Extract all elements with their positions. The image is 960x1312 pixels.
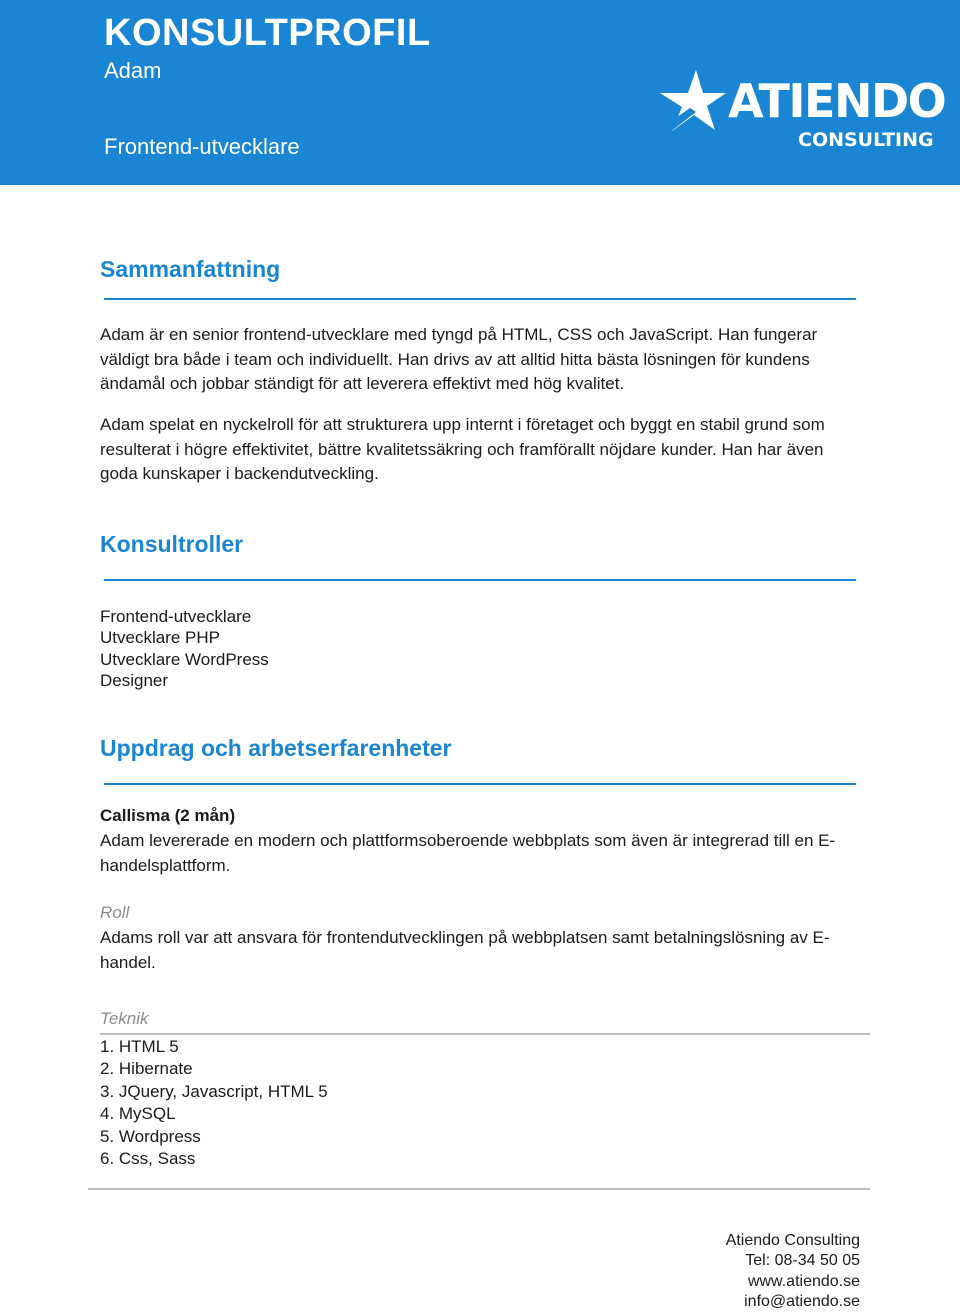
document-title: KONSULTPROFIL (104, 12, 431, 54)
footer-email: info@atiendo.se (744, 1292, 860, 1310)
role-item: Utvecklare WordPress (100, 649, 269, 669)
footer-website: www.atiendo.se (747, 1272, 860, 1290)
role-item: Designer (100, 670, 169, 690)
tech-item: 2. Hibernate (100, 1059, 193, 1079)
roles-heading: Konsultroller (100, 531, 244, 557)
tech-item: 4. MySQL (100, 1104, 176, 1124)
tech-item: 3. JQuery, Javascript, HTML 5 (100, 1081, 328, 1101)
role-label: Roll (100, 903, 130, 922)
consultant-name: Adam (104, 58, 162, 83)
footer-company: Atiendo Consulting (725, 1232, 860, 1249)
summary-paragraph-1: Adam är en senior frontend-utvecklare med tyngd på HTML, CSS och JavaScript. Han fungerar väldigt bra både i team och individuellt. Han drivs av att alltid hitta bästa lösningen för kundens ändamål och jobbar ständigt för att leverera effektivt med hög kvalitet. (100, 325, 818, 393)
footer-phone: Tel: 08-34 50 05 (745, 1252, 860, 1270)
tech-item: 5. Wordpress (100, 1126, 201, 1146)
logo-wordmark: ATIENDO (728, 74, 946, 128)
company-logo (660, 66, 946, 156)
logo-subtitle: CONSULTING (798, 129, 934, 151)
summary-divider (104, 298, 856, 300)
assignment-description: Adam levererade en modern och plattformsoberoende webbplats som även är integrerad till en E-handelsplattform. (100, 831, 836, 875)
summary-paragraph-2: Adam spelat en nyckelroll för att strukturera upp internt i företaget och byggt en stabil grund som resulterat i högre effektivitet, bättre kvalitetssäkring och framförallt nöjdare kunder. Han har även goda kunskaper i backendutveckling. (100, 415, 825, 483)
tech-list (100, 1036, 328, 1170)
role-item: Utvecklare PHP (100, 628, 220, 648)
role-item: Frontend-utvecklare (100, 607, 252, 626)
footer-contact (726, 1231, 860, 1312)
tech-item: 1. HTML 5 (100, 1037, 179, 1056)
summary-heading: Sammanfattning (100, 256, 281, 282)
consultant-role: Frontend-utvecklare (104, 134, 300, 159)
roles-list (100, 606, 269, 691)
roles-divider (104, 579, 856, 581)
header-banner (0, 0, 960, 185)
assignment-client: Callisma (2 mån) (100, 806, 236, 825)
assignment-role-text: Adams roll var att ansvara för frontendutvecklingen på webbplatsen samt betalningslösning av E-handel. (100, 928, 830, 972)
footer-divider (88, 1188, 870, 1190)
tech-item: 6. Css, Sass (100, 1149, 196, 1169)
tech-divider (100, 1033, 870, 1035)
star-icon (660, 68, 726, 134)
tech-label: Teknik (100, 1009, 149, 1028)
assignments-divider (104, 783, 856, 785)
assignments-heading: Uppdrag och arbetserfarenheter (100, 735, 452, 761)
